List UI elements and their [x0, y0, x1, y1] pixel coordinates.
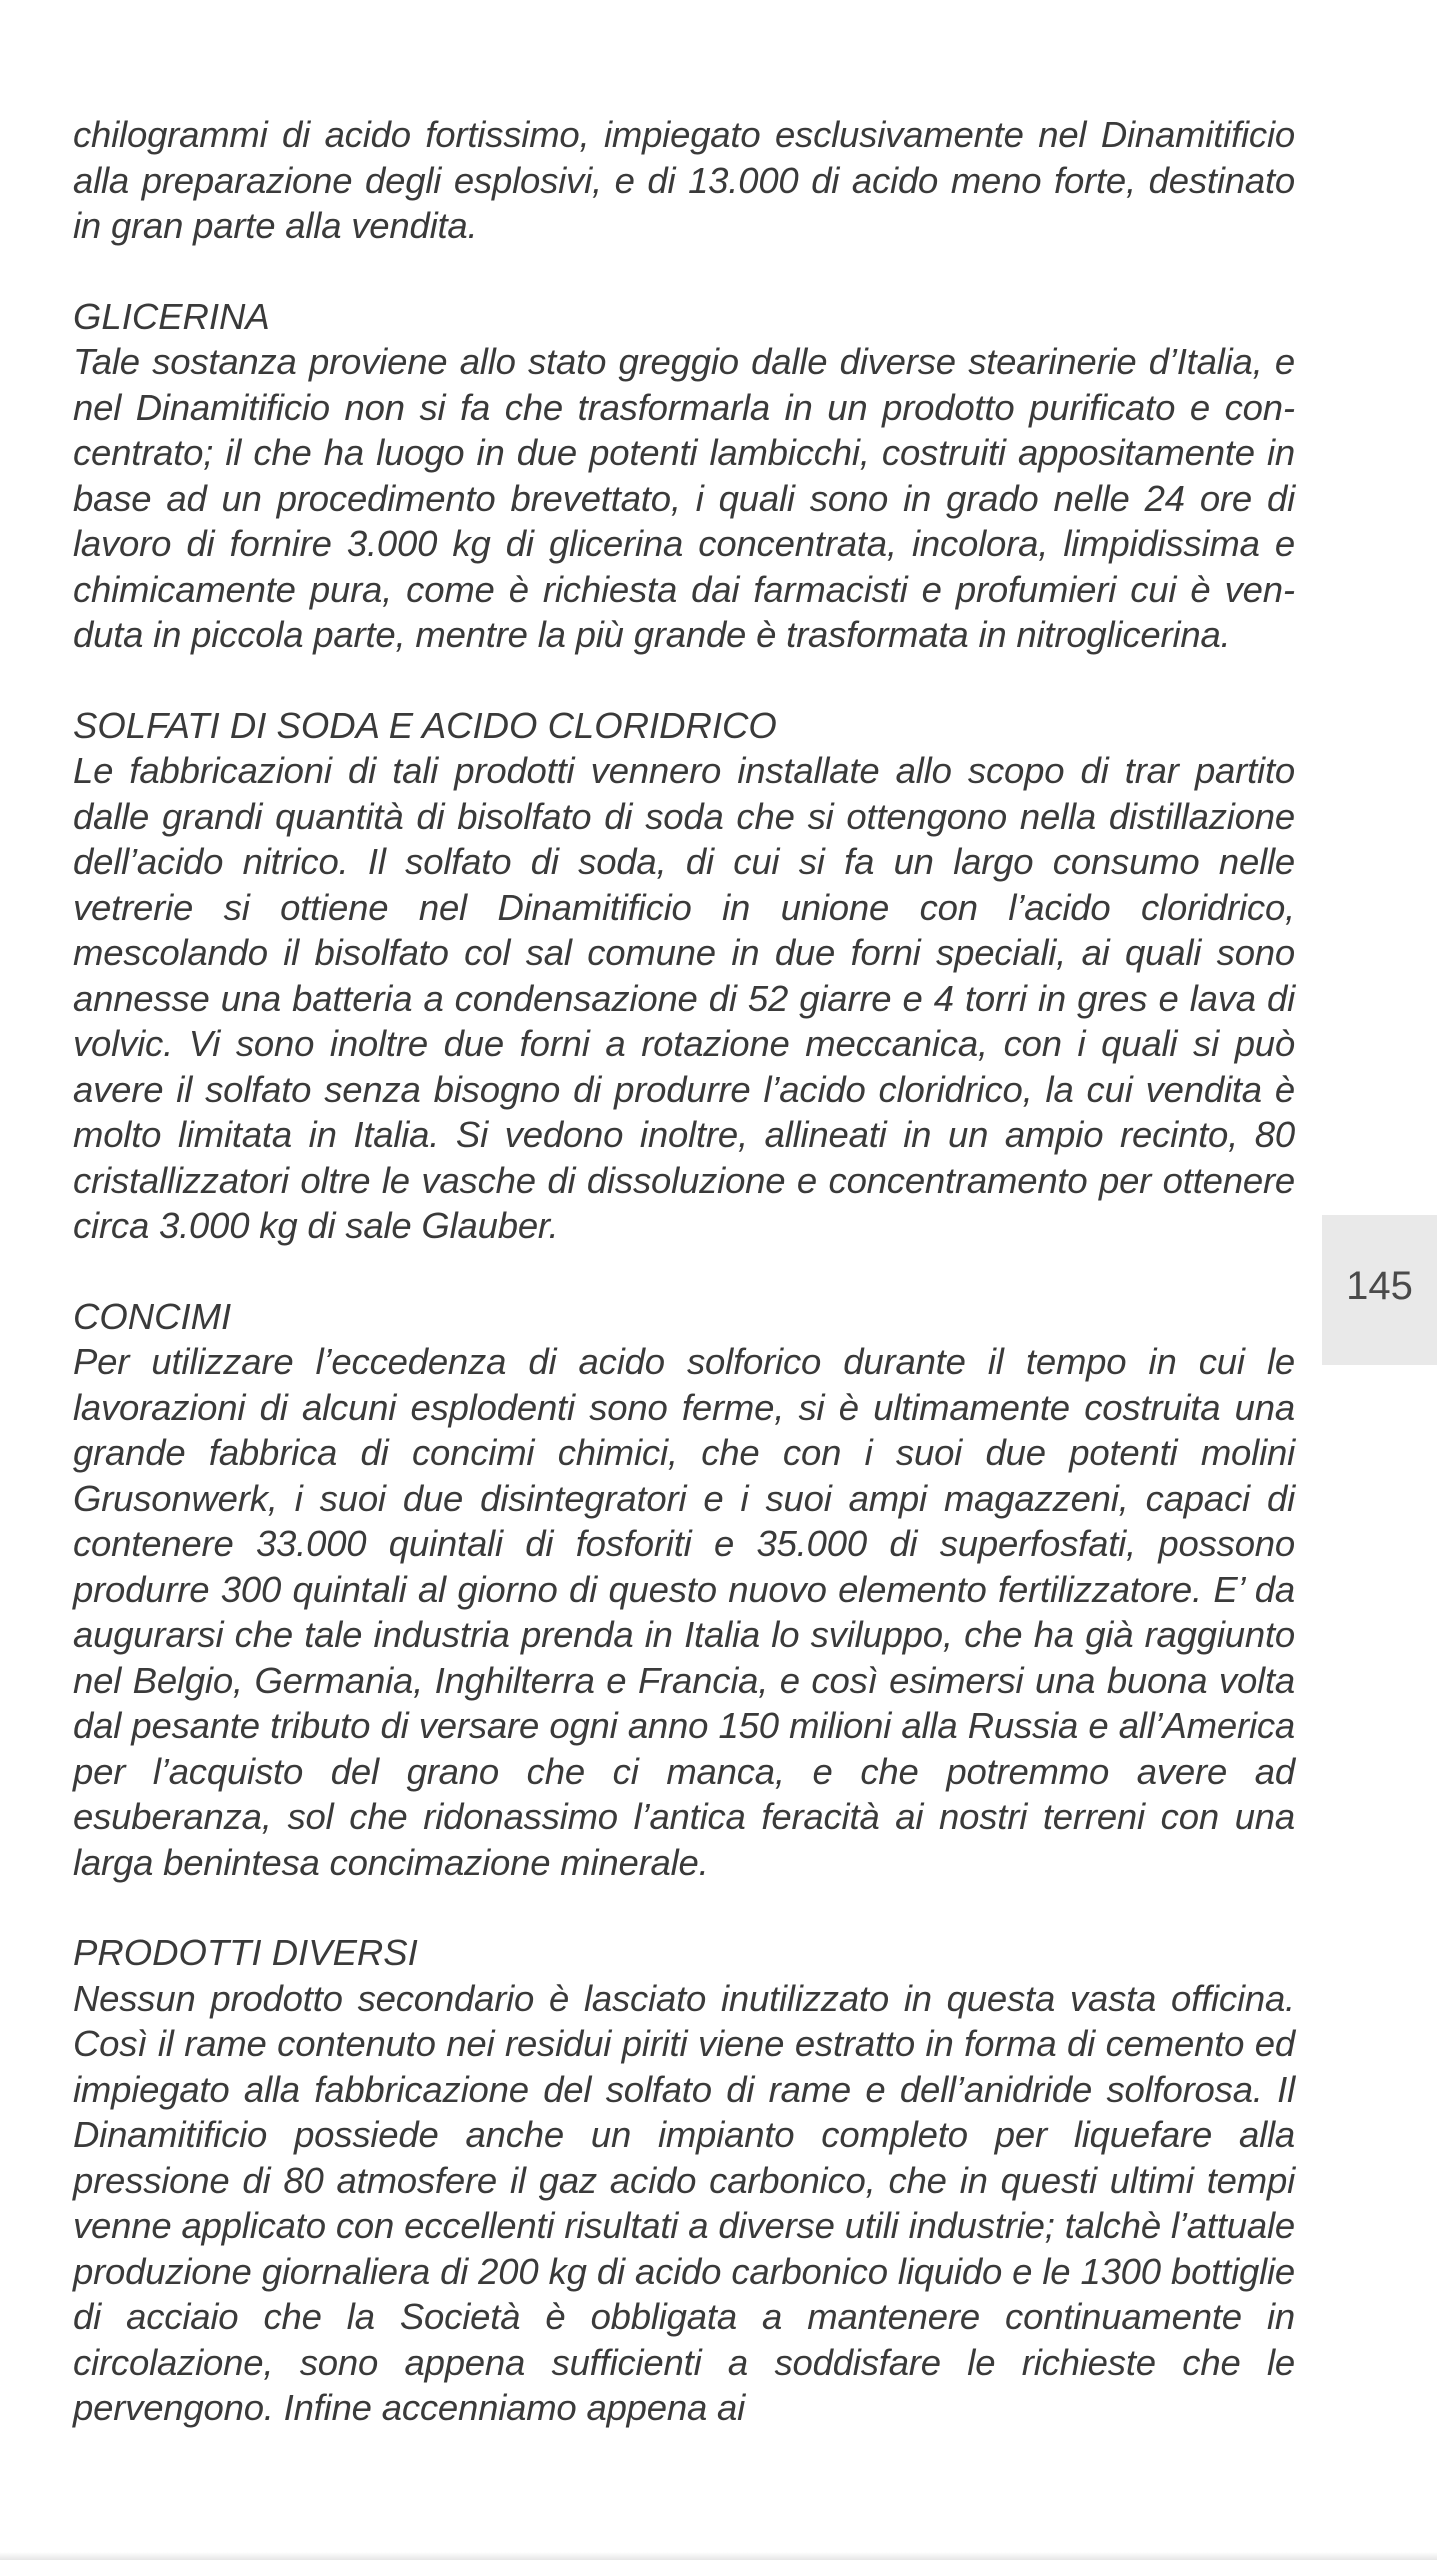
section-text: Per utilizzare l’eccedenza di acido solforico durante il tempo in cui le lavorazioni di alcuni esplodenti sono ferme, si è ultimamente costruita una grande fabbrica di concimi chimici, che con i suoi due potenti molini Grusonwerk, i suoi due disintegratori e i suoi ampi magazzeni, capaci di contenere 33.000 quintali di fosforiti e 35.000 di superfosfati, possono produrre 300 quintali al giorno di questo nuovo elemento fertilizzatore. E’ da augurarsi che tale industria prenda in Italia lo sviluppo, che ha già raggiunto nel Belgio, Germania, Inghilterra e Francia, e così esimersi una buona volta dal pesante tributo di versare ogni anno 150 milioni alla Russia e all’America per l’acquisto del grano che ci manca, e che potremmo avere ad esuberanza, sol che ridonassimo l’antica feracità ai nostri terreni con una larga benintesa concimazione minerale. — [73, 1341, 1295, 1883]
section-prodotti-diversi — [73, 1930, 1295, 2431]
page-number: 145 — [1346, 1264, 1413, 1308]
section-text: Nessun prodotto secondario è lasciato inutilizzato in questa vasta officina. Così il rame contenuto nei residui piriti viene estratto in forma di cemento ed impiegato alla fabbricazione del solfato di rame e dell’anidride solforosa. Il Dinamitificio possiede anche un impianto completo per liquefare alla pressione di 80 atmosfere il gaz acido carbonico, che in questi ultimi tempi venne applicato con eccellenti risultati a diverse utili industrie; talchè l’attuale produzione giornaliera di 200 kg di acido carbonico liquido e le 1300 bottiglie di acciaio che la Società è obbligata a mantenere continuamente in circolazione, sono appena sufficienti a soddisfare le richieste che le pervengono. Infine accenniamo appena ai — [73, 1977, 1295, 2428]
section-text: Tale sostanza proviene allo stato greggio dalle diverse stearinerie d’Italia, e nel Dinamitificio non si fa che trasformarla in un prodotto purificato e concentrato; il che ha luogo in due potenti lambicchi, costruiti appositamente in base ad un procedimento brevettato, i quali sono in grado nelle 24 ore di lavoro di fornire 3.000 kg di glicerina concentrata, incolora, limpidissima e chimicamente pura, come è richiesta dai farmacisti e profumieri cui è venduta in piccola parte, mentre la più grande è trasformata in nitroglicerina. — [73, 341, 1295, 655]
section-text: chilogrammi di acido fortissimo, impiegato esclusivamente nel Dinamitificio alla preparazione degli esplosivi, e di 13.000 di acido meno forte, destinato in gran parte alla vendita. — [73, 114, 1295, 246]
section-solfati — [73, 703, 1295, 1249]
section-heading: GLICERINA — [73, 295, 270, 337]
section-concimi — [73, 1294, 1295, 1886]
section-heading: CONCIMI — [73, 1295, 232, 1337]
section-text: Le fabbricazioni di tali prodotti vennero installate allo scopo di trar partito dalle grandi quantità di bisolfato di soda che si ottengono nella distillazione dell’acido nitrico. Il solfato di soda, di cui si fa un largo consumo nelle vetrerie si ottiene nel Dinamitificio in unione con l’acido cloridrico, mescolando il bisolfato col sal comune in due forni speciali, ai quali sono annesse una batteria a condensazione di 52 giarre e 4 torri in gres e lava di volvic. Vi sono inoltre due forni a rotazione meccanica, con i quali si può avere il solfato senza bisogno di produrre l’acido cloridrico, la cui vendita è molto limitata in Italia. Si vedono inoltre, allineati in un ampio recinto, 80 cristallizzatori oltre le vasche di dissoluzione e concentramento per ottenere circa 3.000 kg di sale Glauber. — [73, 750, 1295, 1246]
page-bottom-edge — [0, 2552, 1437, 2560]
section-heading: SOLFATI DI SODA E ACIDO CLORIDRICO — [73, 704, 777, 746]
text-column — [73, 112, 1295, 2476]
section-intro — [73, 112, 1295, 249]
section-glicerina — [73, 294, 1295, 658]
section-heading: PRODOTTI DIVERSI — [73, 1932, 418, 1973]
